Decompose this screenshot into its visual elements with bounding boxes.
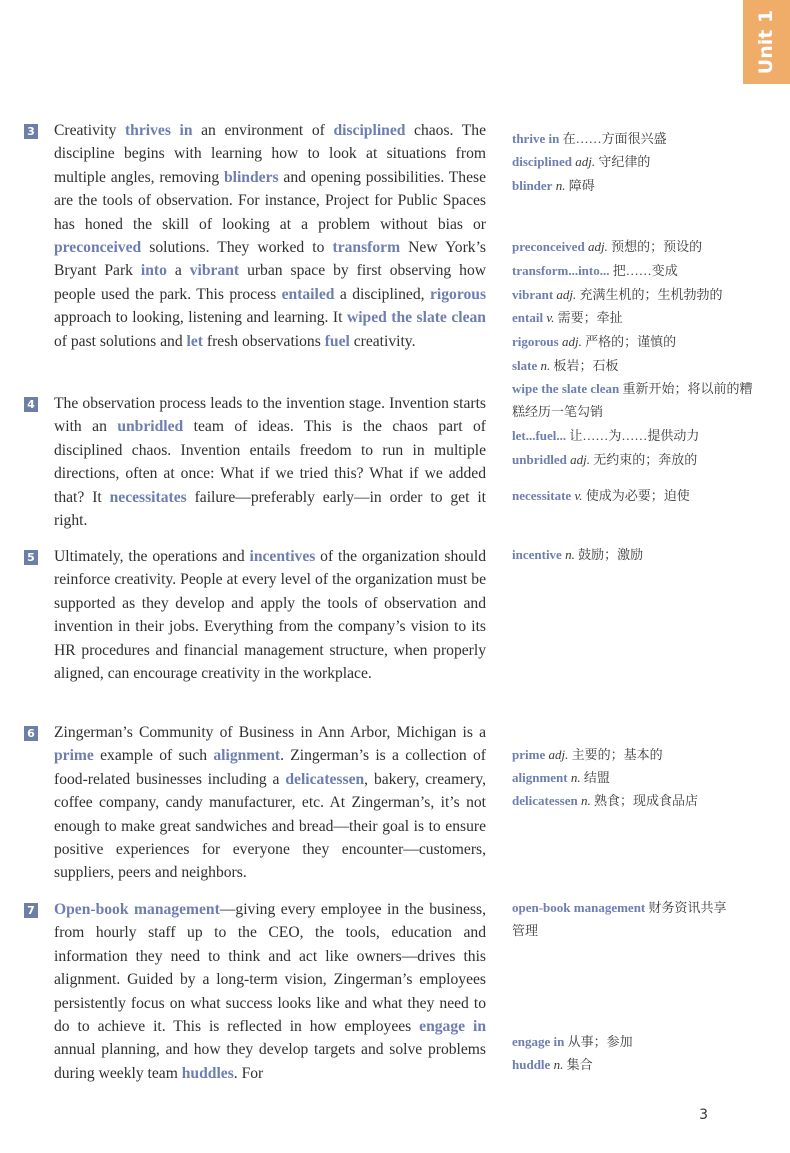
glossary-entry: preconceived adj. 预想的；预设的 (512, 239, 703, 254)
text-segment: team of ideas. This is the chaos part of disciplined chaos. Invention entails freedom to run in multiple directions, often at once: What if we tried this? What if we added that? It (54, 418, 486, 506)
text-segment: New York’s Bryant Park (54, 239, 486, 280)
paragraph-number: 7 (24, 903, 38, 918)
vocab-highlight: engage in (419, 1018, 486, 1036)
glossary-entry: blinder n. 障碍 (512, 178, 595, 193)
glossary-entry: transform...into... 把……变成 (512, 263, 678, 278)
text-segment: chaos. The discipline begins with learning how to look at situations from multiple angles, removing (54, 122, 487, 186)
paragraph-text (54, 392, 486, 532)
paragraph-text (54, 119, 486, 353)
vocab-highlight: delicatessen (285, 770, 365, 788)
paragraph-6 (24, 721, 486, 885)
unit-label: Unit 1 (755, 9, 778, 75)
text-segment: approach to looking, listening and learning. It (54, 309, 347, 327)
vocab-highlight: unbridled (117, 418, 184, 436)
paragraph-3 (24, 119, 486, 353)
paragraph-4 (24, 392, 486, 532)
paragraph-number: 6 (24, 726, 38, 741)
paragraph-text (54, 545, 486, 685)
vocab-highlight: blinders (223, 168, 279, 186)
vocab-highlight: transform (332, 239, 401, 257)
text-segment: Zingerman’s Community of Business in Ann Arbor, Michigan is a (54, 724, 486, 741)
glossary-entry: thrive in 在……方面很兴盛 (512, 131, 667, 146)
glossary-entry: engage in 从事；参加 (512, 1034, 633, 1049)
paragraph-5 (24, 545, 486, 685)
text-segment: a (166, 262, 190, 280)
text-segment: example of such (93, 747, 214, 765)
vocab-highlight: necessitates (109, 488, 187, 506)
vocab-highlight: disciplined (333, 122, 406, 139)
glossary-entry: unbridled adj. 无约束的；奔放的 (512, 452, 698, 467)
vocab-highlight: huddles (181, 1064, 234, 1082)
vocab-highlight: rigorous (429, 285, 487, 303)
glossary-entry: rigorous adj. 严格的；谨慎的 (512, 334, 677, 349)
glossary-entry: wipe the slate clean 重新开始；将以前的糟糕经历一笔勾销 (512, 381, 753, 419)
glossary-entry: disciplined adj. 守纪律的 (512, 154, 651, 169)
text-segment: failure—preferably early—in order to get it right. (54, 488, 486, 530)
paragraph-number: 3 (24, 124, 38, 139)
text-segment: of past solutions and (54, 332, 187, 350)
vocab-highlight: prime (54, 747, 94, 765)
text-segment: urban space by first observing how people used the park. This process (54, 262, 486, 303)
vocab-highlight: alignment (213, 747, 281, 765)
glossary-entry: alignment n. 结盟 (512, 770, 610, 785)
text-segment: fresh observations (203, 332, 325, 350)
text-segment: of the organization should reinforce creativity. People at every level of the organization must be supported as they develop and apply the tools of observation and invention in their jobs. Everything from the company’s vision to its HR procedures and financial management structure, when properly aligned, can encourage creativity in the workplace. (54, 548, 486, 683)
text-segment: a disciplined, (334, 285, 430, 303)
paragraph-text (54, 721, 486, 885)
vocab-highlight: incentives (249, 548, 316, 565)
text-segment: Ultimately, the operations and (54, 548, 250, 565)
vocab-highlight: fuel (324, 332, 350, 350)
text-segment: —giving every employee in the business, from hourly staff up to the CEO, the tools, education and information they need to think and act like owners—drives this alignment. Guided by a long-term vision, Zingerman’s employees persistently focus on what success looks like and what they need to do to achieve it. This is reflected in how employees (54, 901, 486, 1036)
vocab-highlight: let (186, 332, 203, 350)
glossary-entry: necessitate v. 使成为必要；迫使 (512, 488, 690, 503)
vocab-highlight: entailed (281, 285, 335, 303)
unit-tab (743, 0, 790, 84)
vocab-highlight: preconceived (54, 239, 142, 257)
paragraph-7 (24, 898, 486, 1085)
text-segment: annual planning, and how they develop targets and solve problems during weekly team (54, 1041, 486, 1082)
glossary-entry: open-book management 财务资讯共享管理 (512, 900, 727, 938)
glossary-entry: slate n. 板岩；石板 (512, 358, 619, 373)
glossary-entry: let...fuel... 让……为……提供动力 (512, 428, 700, 443)
text-segment: Creativity (54, 122, 125, 139)
vocab-highlight: thrives in (124, 122, 193, 139)
text-segment: and opening possibilities. These are the tools of observation. For instance, Project for Public Spaces has honed the skill of looking at a problem without bias or (54, 168, 486, 233)
text-segment: an environment of (192, 122, 334, 139)
paragraph-number: 5 (24, 550, 38, 565)
page-number: 3 (699, 1107, 708, 1123)
glossary-entry: huddle n. 集合 (512, 1057, 593, 1072)
text-segment: solutions. They worked to (141, 239, 333, 257)
glossary-entry: incentive n. 鼓励；激励 (512, 547, 644, 562)
glossary-entry: vibrant adj. 充满生机的；生机勃勃的 (512, 287, 723, 302)
vocab-highlight: into (140, 262, 167, 280)
vocab-highlight: wiped the slate clean (346, 309, 486, 327)
glossary-entry: delicatessen n. 熟食；现成食品店 (512, 793, 698, 808)
text-segment: creativity. (349, 332, 416, 350)
vocab-highlight: Open-book management (54, 901, 220, 918)
paragraph-number: 4 (24, 397, 38, 412)
text-segment: . Zingerman’s is a collection of food-related businesses including a (54, 747, 486, 788)
text-segment: , bakery, creamery, coffee company, candy manufacturer, etc. At Zingerman’s, it’s not enough to make great sandwiches and bread—their goal is to ensure positive experiences for everyone they encounter—customers, suppliers, peers and neighbors. (54, 770, 487, 882)
glossary-entry: entail v. 需要；牵扯 (512, 310, 623, 325)
glossary-entry: prime adj. 主要的；基本的 (512, 747, 663, 762)
vocab-highlight: vibrant (189, 262, 240, 280)
paragraph-text (54, 898, 486, 1085)
text-segment: The observation process leads to the invention stage. Invention starts with an (54, 395, 486, 436)
text-segment: . For (233, 1064, 264, 1082)
